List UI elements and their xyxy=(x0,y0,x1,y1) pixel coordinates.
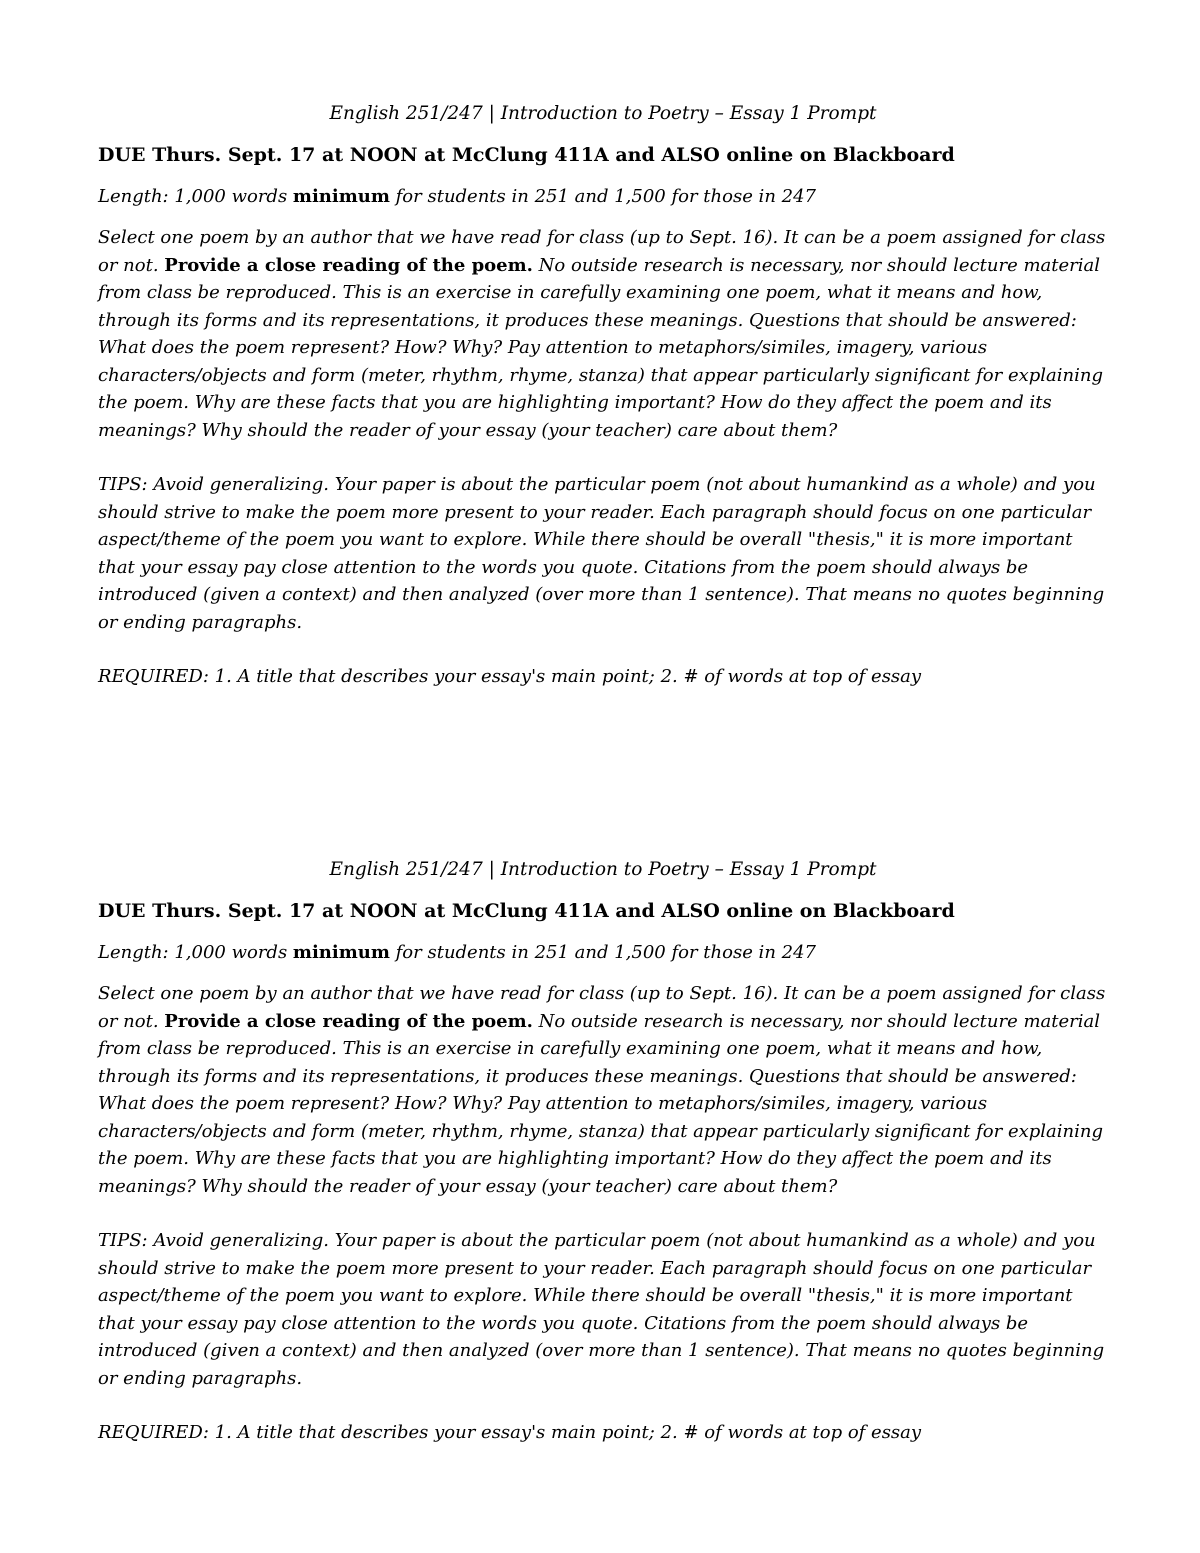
document-title: English 251/247 | Introduction to Poetry – Essay 1 Prompt xyxy=(329,859,877,880)
instructions-part1: Select one poem by an author that we have read for class (up to Sept. 16). It can be a poem assigned for class or not. xyxy=(98,983,1106,1032)
due-line: DUE Thurs. Sept. 17 at NOON at McClung 411A and ALSO online on Blackboard xyxy=(98,144,955,166)
tips-paragraph: TIPS: Avoid generalizing. Your paper is about the particular poem (not about humankind as a whole) and you should strive to make the poem more present to your reader. Each paragraph should focus on one particular aspect/theme of the poem you want to explore. While there should be overall "thesis," it is more important that your essay pay close attention to the words you quote. Citations from the poem should always be introduced (given a context) and then analyzed (over more than 1 sentence). That means no quotes beginning or ending paragraphs. xyxy=(98,1230,1105,1389)
instructions-bold: Provide a close reading of the poem. xyxy=(164,254,533,276)
instructions-part1: Select one poem by an author that we have read for class (up to Sept. 16). It can be a poem assigned for class or not. xyxy=(98,227,1106,276)
instructions-paragraph xyxy=(98,224,1108,444)
length-emphasis: minimum xyxy=(292,942,390,963)
length-prefix: Length: 1,000 words xyxy=(98,942,293,963)
required-line: REQUIRED: 1. A title that describes your essay's main point; 2. # of words at top of essay xyxy=(98,666,922,687)
length-suffix: for students in 251 and 1,500 for those in 247 xyxy=(389,942,816,963)
length-emphasis: minimum xyxy=(292,186,390,207)
instructions-bold: Provide a close reading of the poem. xyxy=(164,1010,533,1032)
document-title: English 251/247 | Introduction to Poetry – Essay 1 Prompt xyxy=(329,103,877,124)
length-prefix: Length: 1,000 words xyxy=(98,186,293,207)
instructions-part2: No outside research is necessary, nor should lecture material from class be reproduced. This is an exercise in carefully examining one poem, what it means and how, through its forms and its representations, it produces these meanings. Questions that should be answered: What does the poem represent? How? Why? Pay attention to metaphors/similes, imagery, various characters/objects and form (meter, rhythm, rhyme, stanza) that appear particularly significant for explaining the poem. Why are these facts that you are highlighting important? How do they affect the poem and its meanings? Why should the reader of your essay (your teacher) care about them? xyxy=(98,1010,1103,1197)
instructions-part2: No outside research is necessary, nor should lecture material from class be reproduced. This is an exercise in carefully examining one poem, what it means and how, through its forms and its representations, it produces these meanings. Questions that should be answered: What does the poem represent? How? Why? Pay attention to metaphors/similes, imagery, various characters/objects and form (meter, rhythm, rhyme, stanza) that appear particularly significant for explaining the poem. Why are these facts that you are highlighting important? How do they affect the poem and its meanings? Why should the reader of your essay (your teacher) care about them? xyxy=(98,254,1103,441)
length-requirement xyxy=(98,939,1108,966)
length-suffix: for students in 251 and 1,500 for those in 247 xyxy=(389,186,816,207)
required-line: REQUIRED: 1. A title that describes your essay's main point; 2. # of words at top of essay xyxy=(98,1422,922,1443)
length-requirement xyxy=(98,183,1108,210)
due-line: DUE Thurs. Sept. 17 at NOON at McClung 411A and ALSO online on Blackboard xyxy=(98,900,955,922)
tips-paragraph: TIPS: Avoid generalizing. Your paper is about the particular poem (not about humankind as a whole) and you should strive to make the poem more present to your reader. Each paragraph should focus on one particular aspect/theme of the poem you want to explore. While there should be overall "thesis," it is more important that your essay pay close attention to the words you quote. Citations from the poem should always be introduced (given a context) and then analyzed (over more than 1 sentence). That means no quotes beginning or ending paragraphs. xyxy=(98,474,1105,633)
prompt-copy-1 xyxy=(98,100,1108,691)
instructions-paragraph xyxy=(98,980,1108,1200)
prompt-copy-2 xyxy=(98,856,1108,1447)
